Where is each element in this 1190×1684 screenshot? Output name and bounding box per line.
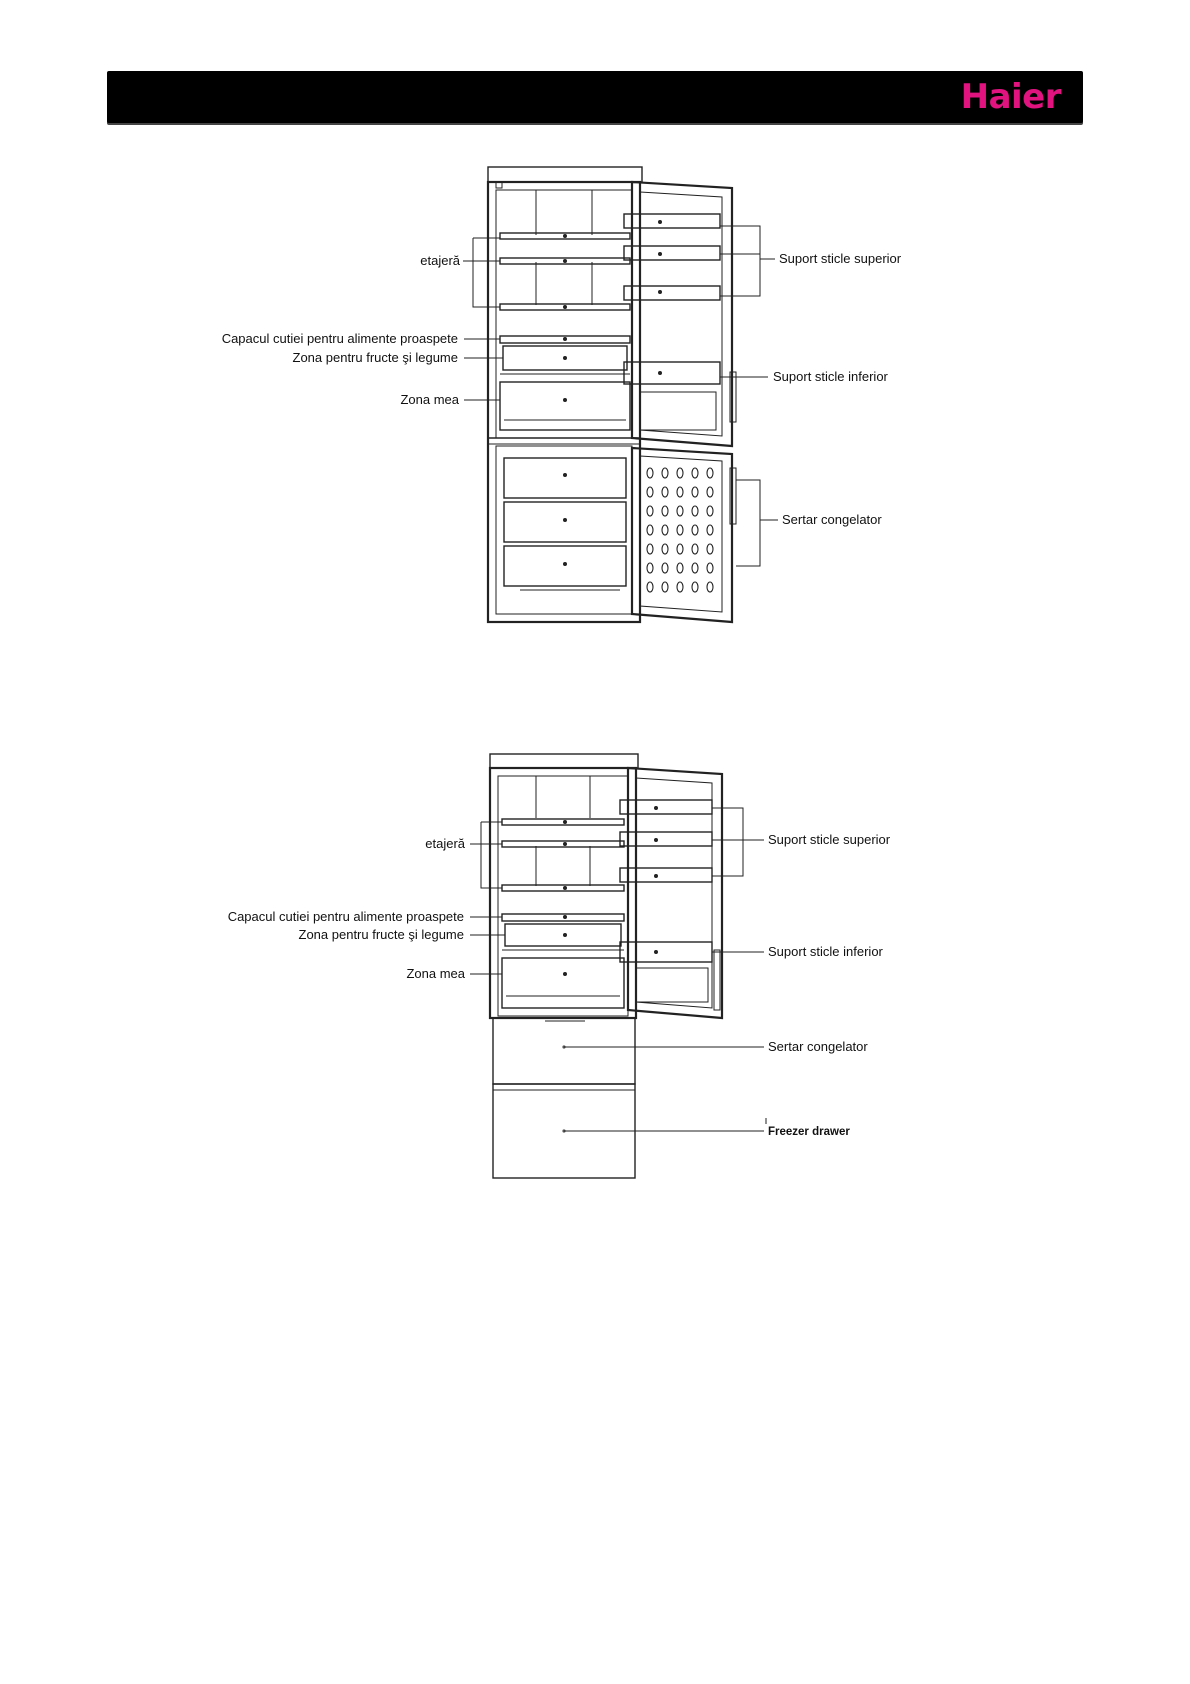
label-shelf: etajeră [425,836,465,851]
shelf-point [563,305,567,309]
label-my-zone: Zona mea [406,966,465,981]
label-lower-bottle-rack: Suport sticle inferior [768,944,883,959]
label-lower-bottle-rack: Suport sticle inferior [773,369,888,384]
label-freezer-drawer-en: Freezer drawer [768,1126,850,1138]
label-crisper-drawer: Zona pentru fructe şi legume [292,350,458,365]
brand-logo: Haier [960,77,1061,117]
label-upper-bottle-rack: Suport sticle superior [768,832,891,847]
label-crisper-lid: Capacul cutiei pentru alimente proaspete [227,909,464,924]
label-freezer-drawer: Sertar congelator [782,512,882,527]
fridge-diagram-2 [228,754,891,1178]
label-shelf: etajeră [420,253,460,268]
label-my-zone: Zona mea [400,392,459,407]
label-freezer-drawer: Sertar congelator [768,1039,868,1054]
fridge-diagram-1 [222,167,902,622]
shelf-point [563,259,567,263]
freezer-door-dimples [647,468,713,592]
label-upper-bottle-rack: Suport sticle superior [779,251,902,266]
label-crisper-drawer: Zona pentru fructe şi legume [298,927,464,942]
shelf-point [563,234,567,238]
label-crisper-lid: Capacul cutiei pentru alimente proaspete [221,331,458,346]
